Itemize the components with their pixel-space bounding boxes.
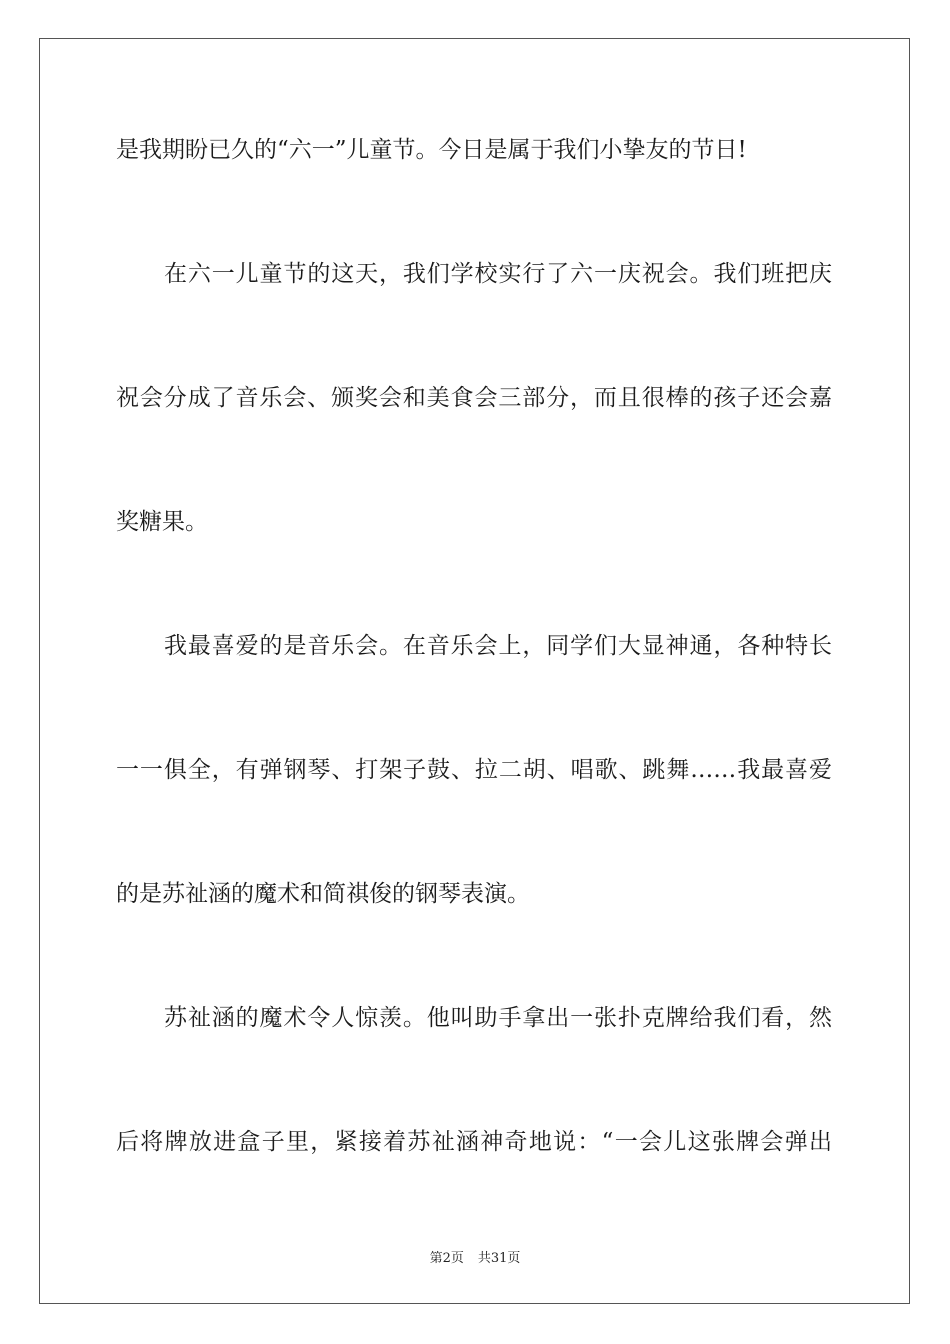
page-border [39, 38, 910, 1304]
text-line: 一一俱全，有弹钢琴、打架子鼓、拉二胡、唱歌、跳舞……我最喜爱 [116, 757, 832, 783]
text-line: 奖糖果。 [116, 509, 208, 535]
page-footer [0, 1247, 950, 1266]
text-line: 在六一儿童节的这天，我们学校实行了六一庆祝会。我们班把庆 [164, 261, 832, 287]
text-line: 祝会分成了音乐会、颁奖会和美食会三部分，而且很棒的孩子还会嘉 [116, 385, 832, 411]
text-line: 后将牌放进盒子里，紧接着苏祉涵神奇地说：“一会儿这张牌会弹出 [116, 1129, 832, 1155]
text-line: 我最喜爱的是音乐会。在音乐会上，同学们大显神通，各种特长 [164, 633, 832, 659]
page-total: 共31页 [477, 1251, 521, 1266]
text-line: 是我期盼已久的“六一”儿童节。今日是属于我们小挚友的节日! [116, 137, 747, 163]
page-number: 第2页 [429, 1251, 464, 1266]
text-line: 的是苏祉涵的魔术和简祺俊的钢琴表演。 [116, 881, 530, 907]
text-line: 苏祉涵的魔术令人惊羡。他叫助手拿出一张扑克牌给我们看，然 [164, 1005, 832, 1031]
